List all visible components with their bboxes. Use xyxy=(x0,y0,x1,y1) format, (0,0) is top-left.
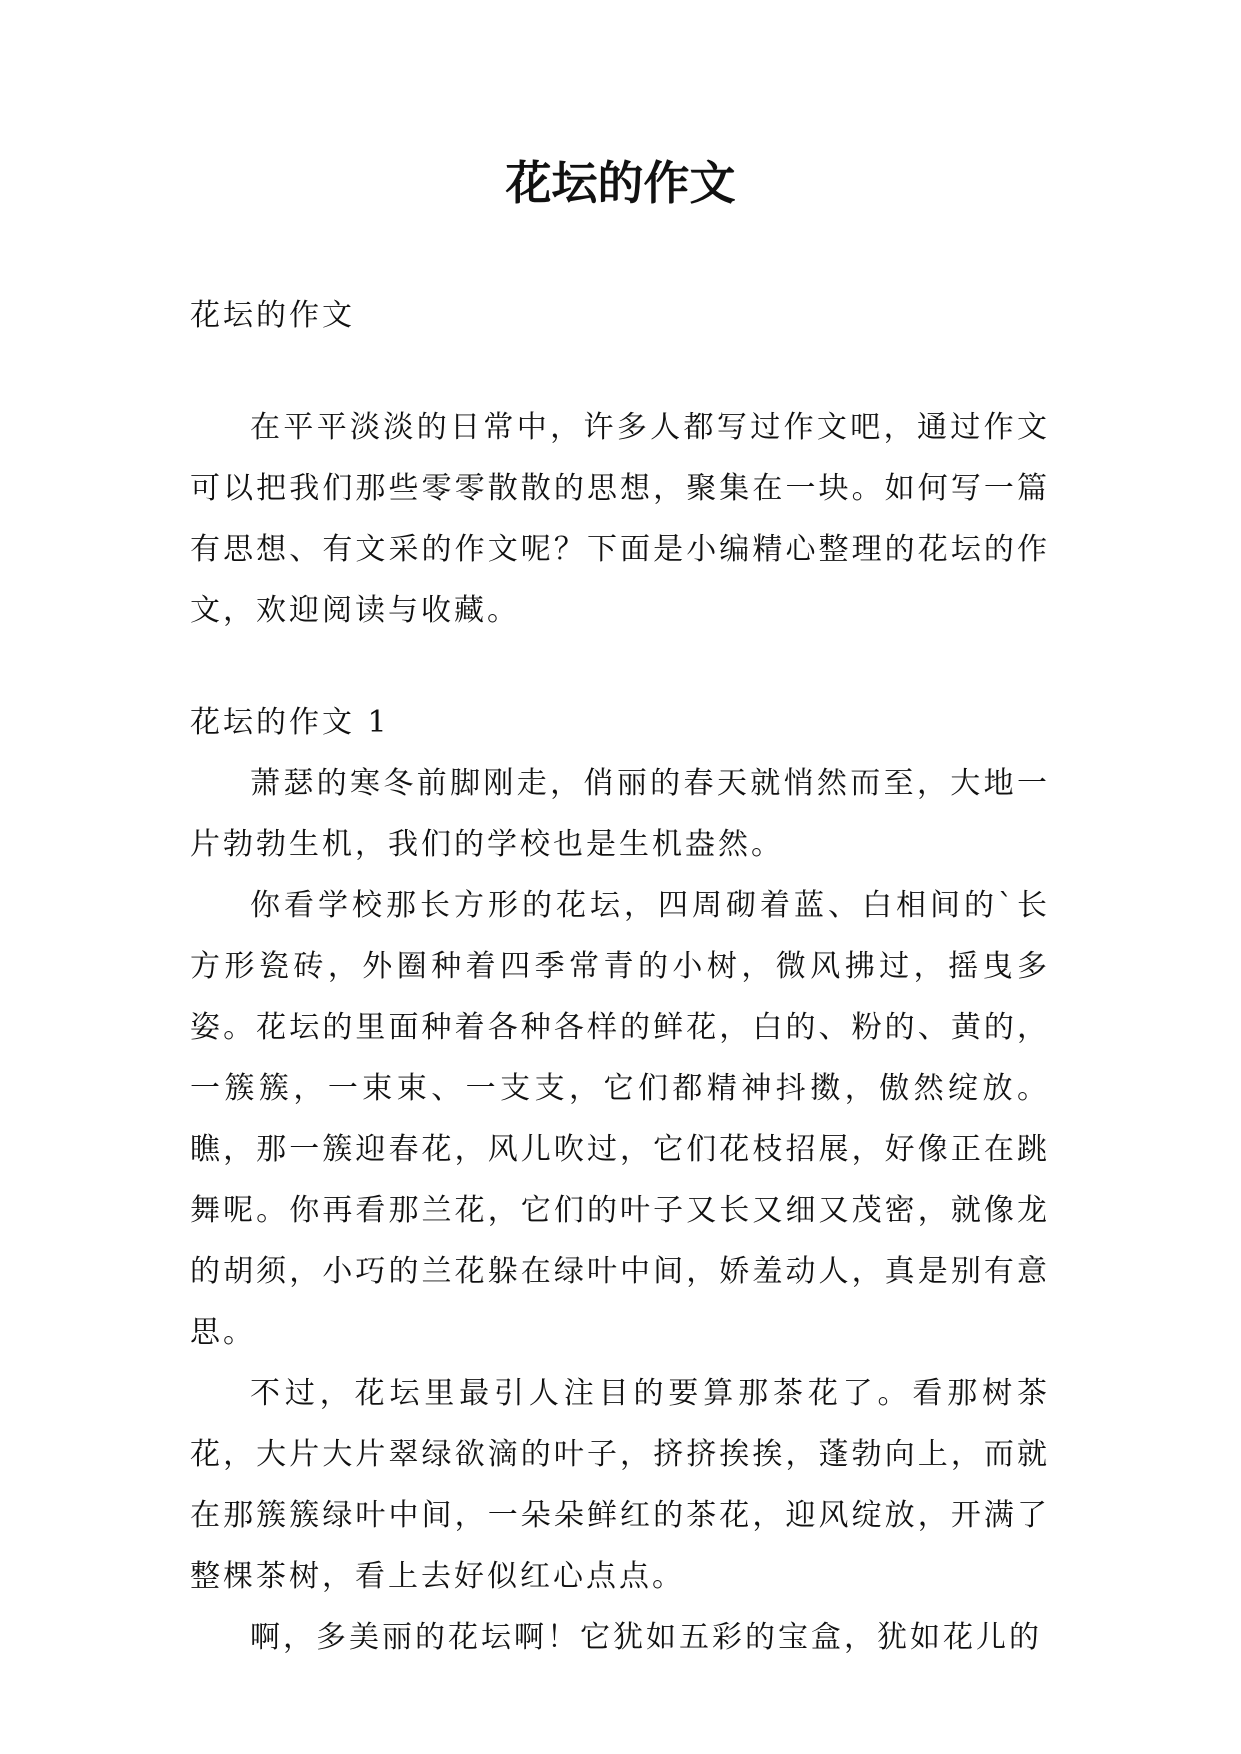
document-title: 花坛的作文 xyxy=(505,156,736,210)
body-paragraph-2: 你看学校那长方形的花坛，四周砌着蓝、白相间的`长方形瓷砖，外圈种着四季常青的小树，微风拂过，摇曳多姿。花坛的里面种着各种各样的鲜花，白的、粉的、黄的，一簇簇，一束束、一支支，它们都精神抖擞，傲然绽放。瞧，那一簇迎春花，风儿吹过，它们花枝招展，好像正在跳舞呢。你再看那兰花，它们的叶子又长又细又茂密，就像龙的胡须，小巧的兰花躲在绿叶中间，娇羞动人，真是别有意思。 xyxy=(190,888,1050,1350)
body-paragraph-4: 啊，多美丽的花坛啊！它犹如五彩的宝盒，犹如花儿的 xyxy=(250,1620,1042,1655)
body-paragraph-3: 不过，花坛里最引人注目的要算那茶花了。看那树茶花，大片大片翠绿欲滴的叶子，挤挤挨挨，蓬勃向上，而就在那簇簇绿叶中间，一朵朵鲜红的茶花，迎风绽放，开满了整棵茶树，看上去好似红心点点。 xyxy=(190,1376,1050,1594)
body-paragraph-1: 萧瑟的寒冬前脚刚走，俏丽的春天就悄然而至，大地一片勃勃生机，我们的学校也是生机盎然。 xyxy=(190,766,1050,862)
section-heading: 花坛的作文 1 xyxy=(190,705,390,740)
document-subtitle: 花坛的作文 xyxy=(190,298,355,333)
document-body xyxy=(190,285,1050,1668)
intro-paragraph: 在平平淡淡的日常中，许多人都写过作文吧，通过作文可以把我们那些零零散散的思想，聚集在一块。如何写一篇有思想、有文采的作文呢？下面是小编精心整理的花坛的作文，欢迎阅读与收藏。 xyxy=(190,410,1050,628)
